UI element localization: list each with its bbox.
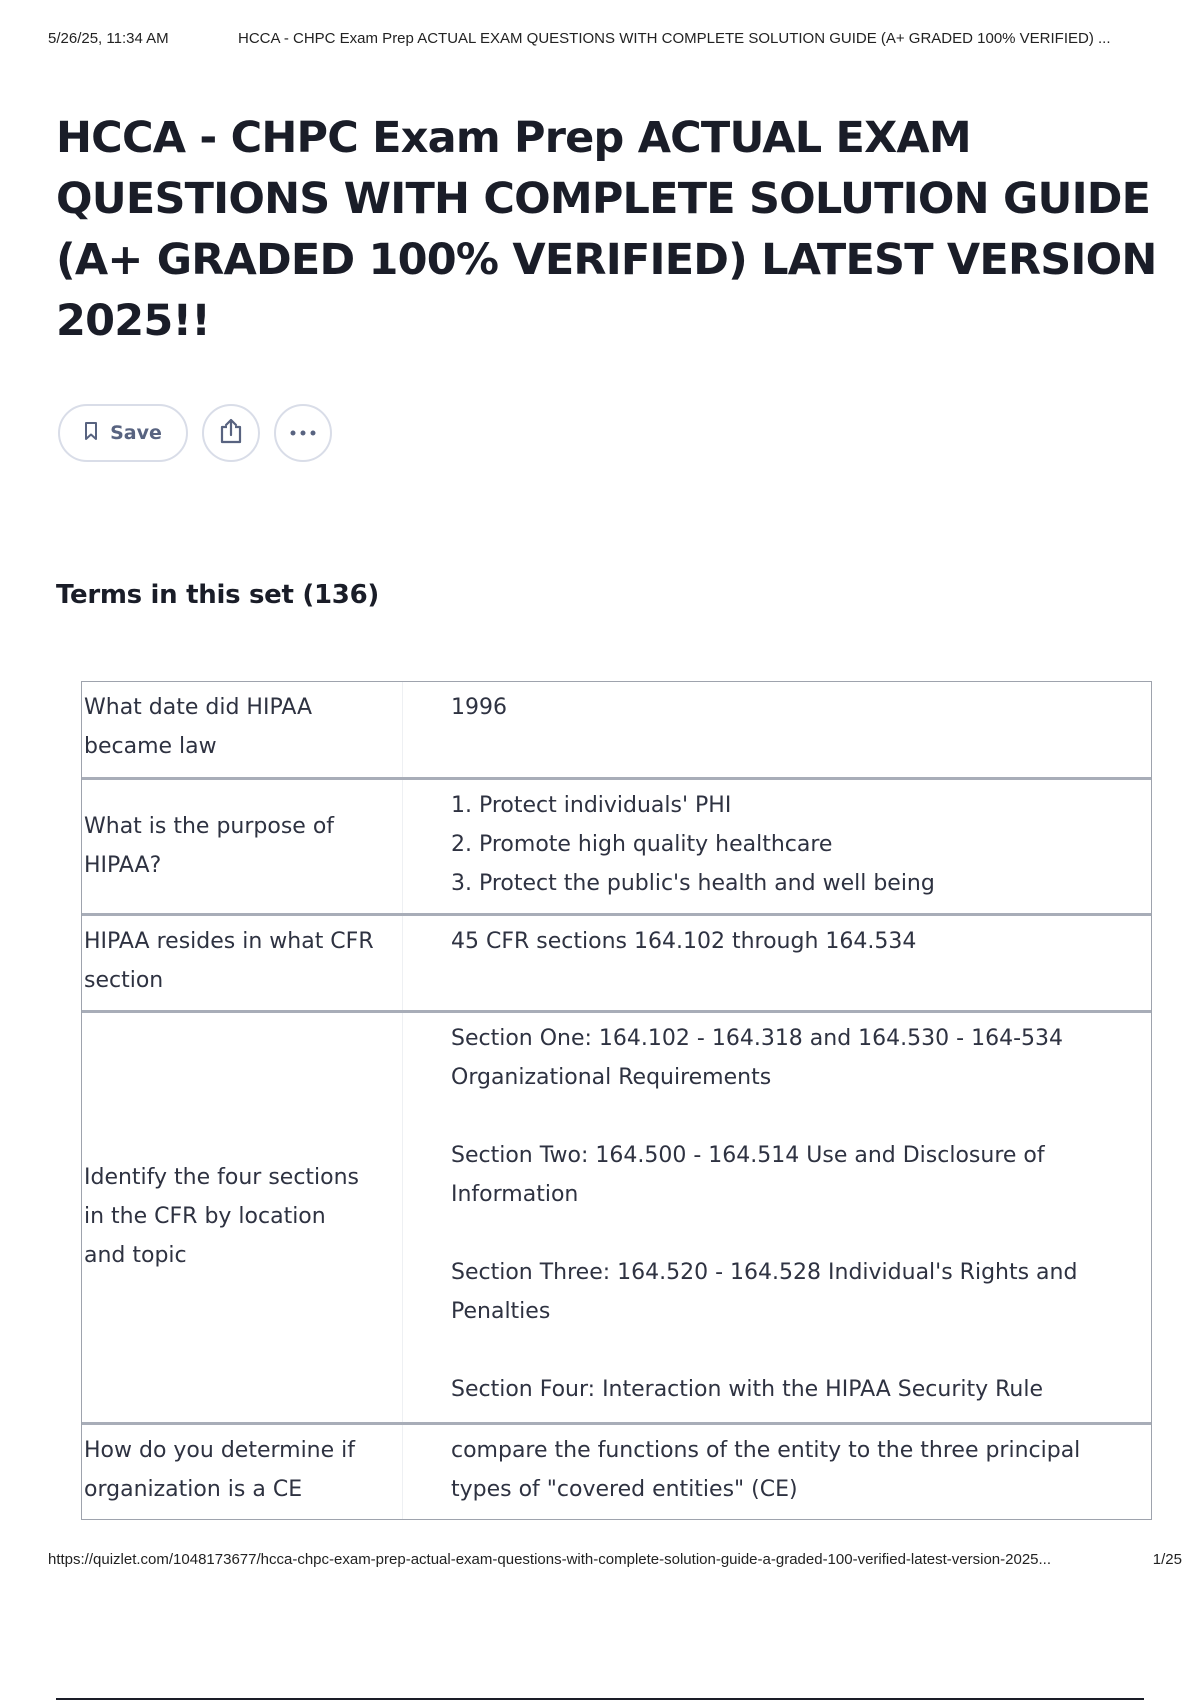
definition-line: 1996 (451, 695, 507, 720)
page-url: https://quizlet.com/1048173677/hcca-chpc-exam-prep-actual-exam-questions-with-complete-solution-guide-a-graded-100-verified-latest-version-2025... (48, 1551, 1052, 1568)
term-row (82, 916, 1151, 1013)
definition-text (402, 1013, 1151, 1422)
definition-text (402, 682, 1151, 777)
term-text: Identify the four sections in the CFR by location and topic (84, 1165, 360, 1268)
definition-line: compare the functions of the entity to the three principal types of "covered entities" (CE) (451, 1438, 1081, 1502)
term-row (82, 1013, 1151, 1425)
term-text: How do you determine if organization is a CE (84, 1438, 356, 1502)
definition-line: 2. Promote high quality healthcare (451, 832, 833, 857)
save-label: Save (110, 422, 162, 444)
definition-line: 45 CFR sections 164.102 through 164.534 (451, 929, 917, 954)
term-row (82, 1425, 1151, 1519)
definition-paragraph: Section One: 164.102 - 164.318 and 164.530 - 164-534 Organizational Requirements (451, 1026, 1064, 1090)
page-number: 1/25 (1152, 1551, 1182, 1568)
share-icon (218, 417, 244, 450)
definition-line: 1. Protect individuals' PHI (451, 793, 732, 818)
definition-text (402, 780, 1151, 913)
definition-paragraph: Section Three: 164.520 - 164.528 Individual's Rights and Penalties (451, 1260, 1078, 1324)
share-button[interactable] (202, 404, 260, 462)
definition-text (402, 1425, 1151, 1519)
more-options-button[interactable] (274, 404, 332, 462)
definition-text (402, 916, 1151, 1010)
page-title: HCCA - CHPC Exam Prep ACTUAL EXAM QUESTIONS WITH COMPLETE SOLUTION GUIDE (A+ GRADED 100% VERIFIED) LATEST VERSION 2025!! (56, 113, 1157, 346)
definition-paragraph: Section Four: Interaction with the HIPAA Security Rule (451, 1377, 1044, 1402)
bookmark-icon (84, 421, 98, 446)
save-button[interactable] (58, 404, 188, 462)
terms-count-heading: Terms in this set (136) (56, 580, 379, 610)
print-doc-title: HCCA - CHPC Exam Prep ACTUAL EXAM QUESTIONS WITH COMPLETE SOLUTION GUIDE (A+ GRADED 100% VERIFIED) ... (238, 30, 1111, 47)
print-header (48, 30, 1180, 52)
action-bar (58, 403, 332, 463)
term-row (82, 780, 1151, 916)
print-date: 5/26/25, 11:34 AM (48, 30, 169, 47)
definition-line: 3. Protect the public's health and well being (451, 871, 935, 896)
print-footer (48, 1551, 1182, 1573)
term-text: What is the purpose of HIPAA? (84, 813, 335, 878)
term-text: HIPAA resides in what CFR section (84, 929, 374, 993)
term-text: What date did HIPAA became law (84, 695, 313, 759)
terms-table (81, 681, 1152, 1520)
definition-paragraph: Section Two: 164.500 - 164.514 Use and Disclosure of Information (451, 1143, 1045, 1207)
more-horizontal-icon (289, 424, 317, 442)
term-row (82, 682, 1151, 780)
